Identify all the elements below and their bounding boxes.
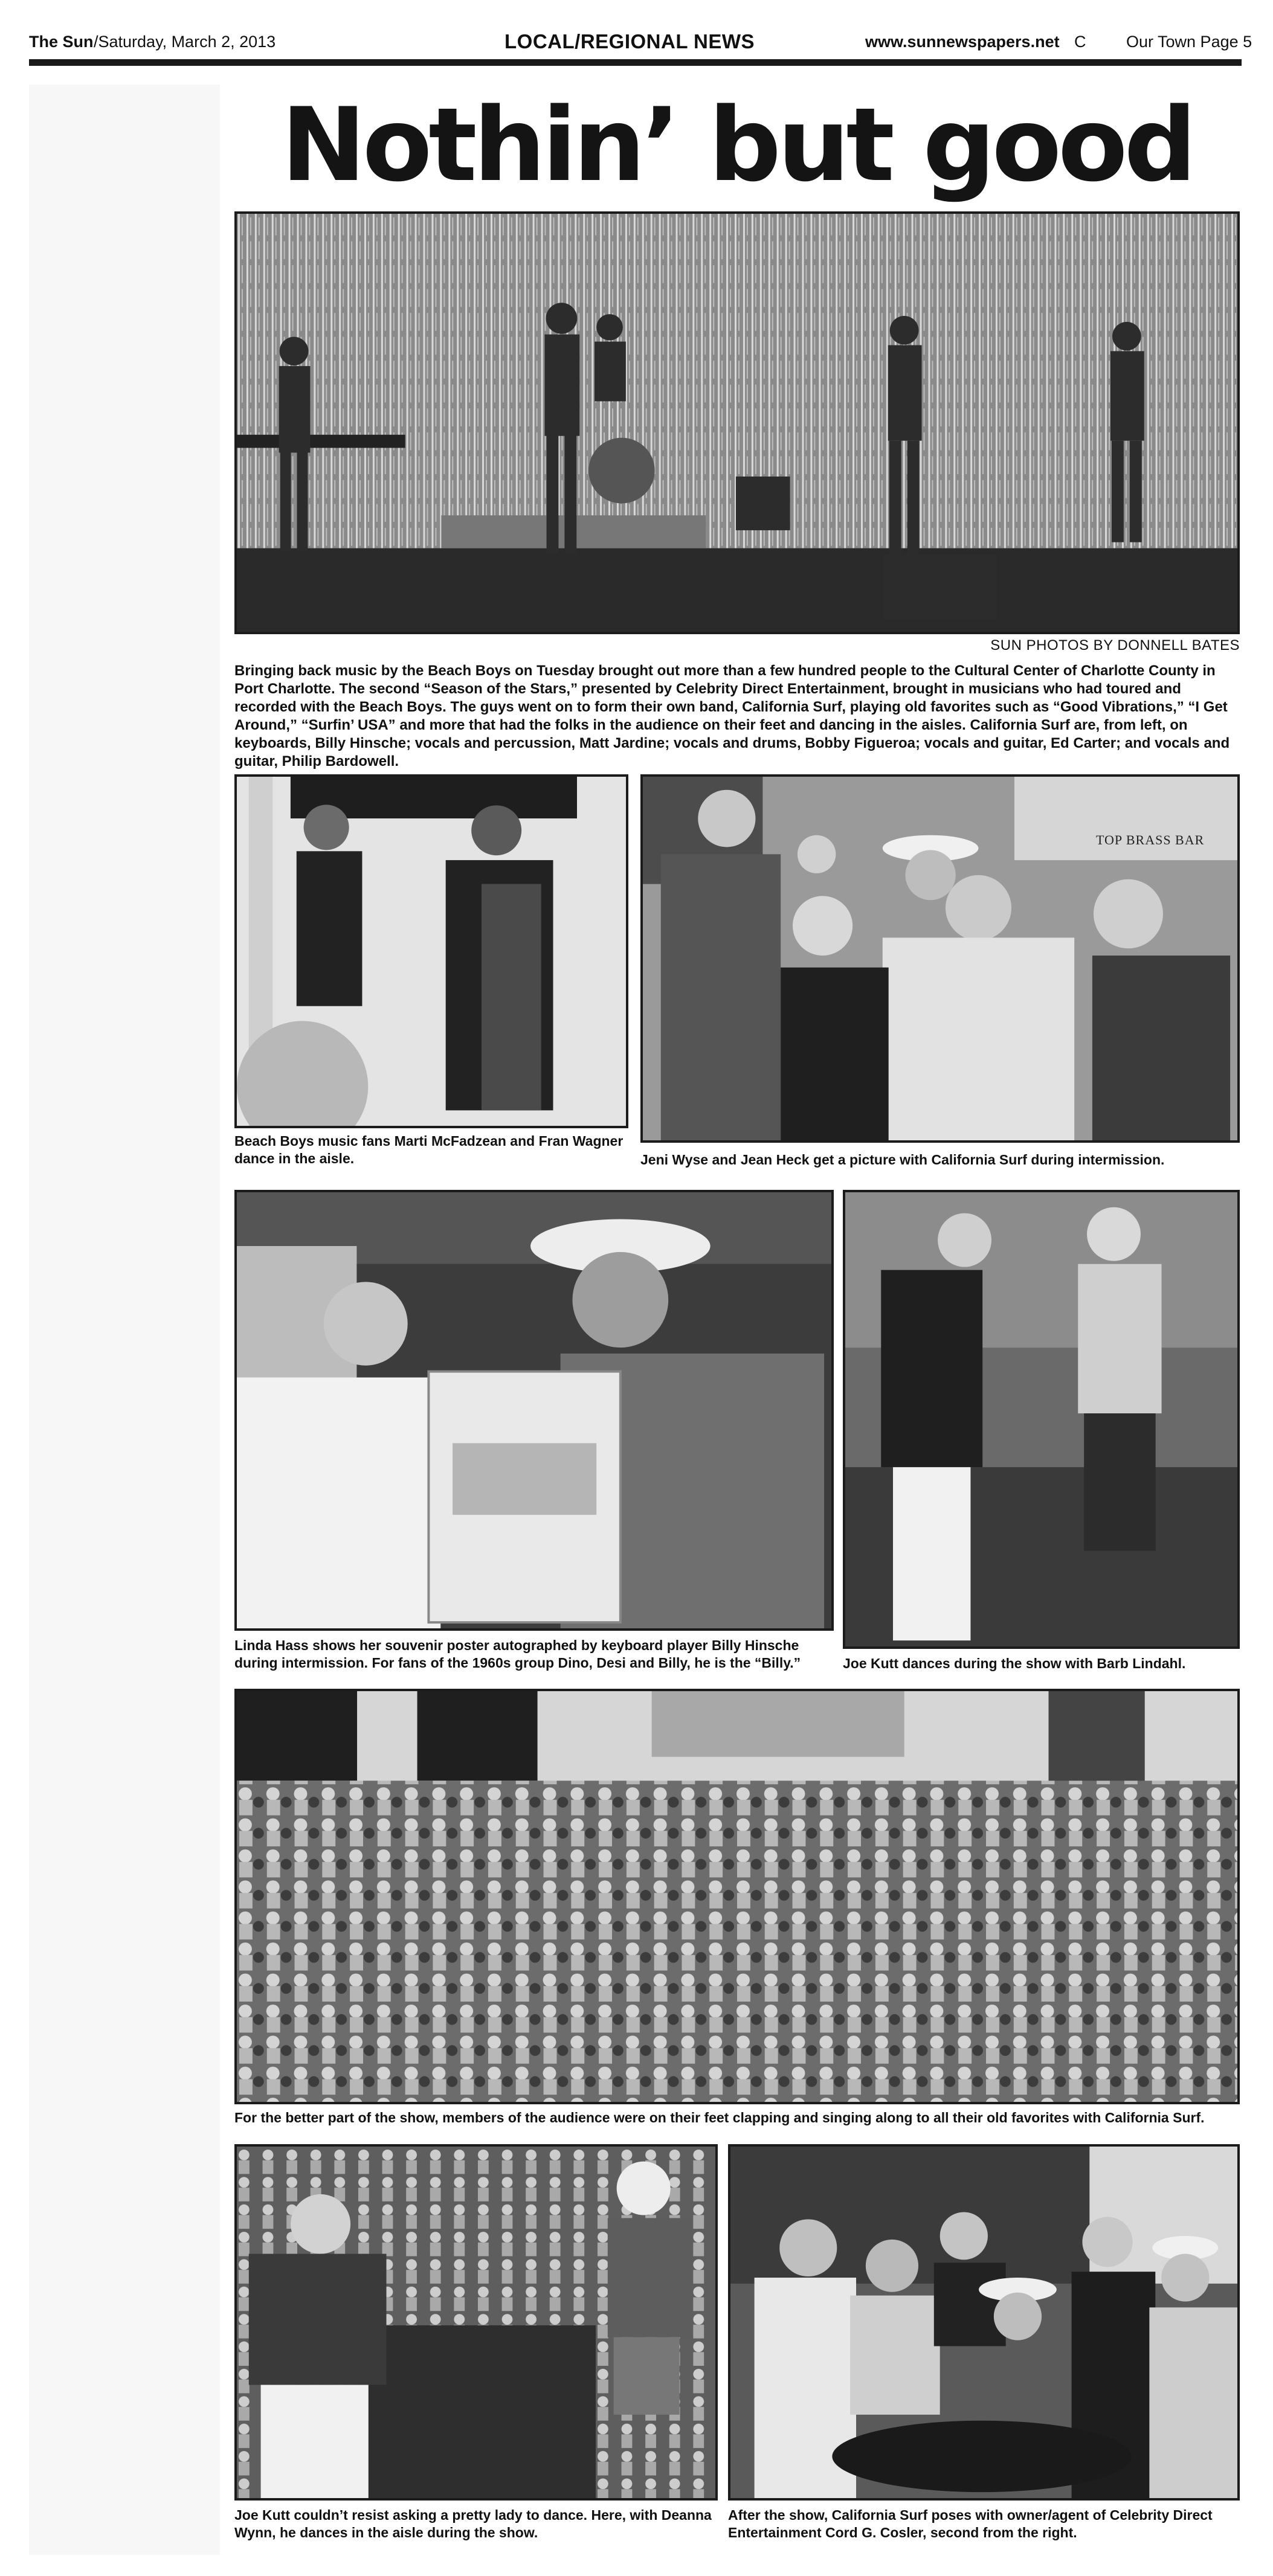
photo-band-poses [728, 2144, 1240, 2501]
photo-band-on-stage [234, 211, 1240, 634]
issue-date: /Saturday, March 2, 2013 [94, 33, 276, 51]
caption-band-poses: After the show, California Surf poses with owner/agent of Celebrity Direct Entertainment Cord G. Cosler, second from the right. [728, 2507, 1213, 2540]
page-label: Our Town Page 5 [1126, 33, 1252, 51]
newspaper-name: The Sun [29, 33, 94, 51]
sign-top-brass-bar: TOP BRASS BAR [1096, 832, 1205, 847]
photo-joe-barb [843, 1190, 1240, 1649]
edition-letter: C [1074, 33, 1086, 51]
photo-fans-dance [234, 774, 628, 1128]
caption-poster: Linda Hass shows her souvenir poster autographed by keyboard player Billy Hinsche during intermission. For fans of the 1960s group Dino, Desi and Billy, he is the “Billy.” [234, 1637, 801, 1671]
headline: Nothin’ but good [281, 86, 1193, 204]
caption-group-picture: Jeni Wyse and Jean Heck get a picture with California Surf during intermission. [640, 1152, 1165, 1168]
caption-joe-deanna: Joe Kutt couldn’t resist asking a pretty lady to dance. Here, with Deanna Wynn, he dances in the aisle during the show. [234, 2507, 712, 2540]
lead-caption: Bringing back music by the Beach Boys on Tuesday brought out more than a few hundred people to the Cultural Center of Charlotte County in Port Charlotte. The second “Season of the Stars,” presented by Celebrity Direct Entertainment, brought in musicians who had toured and recorded with the Beach Boys. The guys went on to form their own band, California Surf, playing old favorites such as “Good Vibrations,” “I Get Around,” “Surfin’ USA” and more that had the folks in the audience on their feet and dancing in the aisles. California Surf are, from left, on keyboards, Billy Hinsche; vocals and percussion, Matt Jardine; vocals and drums, Bobby Figueroa; vocals and guitar, Ed Carter; and vocals and guitar, Philip Bardowell. [234, 663, 1230, 769]
section-title: LOCAL/REGIONAL NEWS [504, 30, 755, 53]
photo-audience [234, 1689, 1240, 2104]
website-url: www.sunnewspapers.net [865, 33, 1060, 51]
photo-credit: SUN PHOTOS BY DONNELL BATES [990, 637, 1240, 654]
left-margin-column [29, 85, 220, 2555]
photo-poster [234, 1190, 834, 1631]
photo-group-picture [640, 774, 1240, 1143]
caption-fans-dance: Beach Boys music fans Marti McFadzean and Fran Wagner dance in the aisle. [234, 1133, 624, 1166]
caption-joe-barb: Joe Kutt dances during the show with Barb Lindahl. [843, 1656, 1186, 1671]
photo-joe-deanna [234, 2144, 718, 2501]
caption-audience: For the better part of the show, members of the audience were on their feet clapping and singing along to all their old favorites with California Surf. [234, 2110, 1205, 2125]
header-rule [29, 59, 1242, 66]
